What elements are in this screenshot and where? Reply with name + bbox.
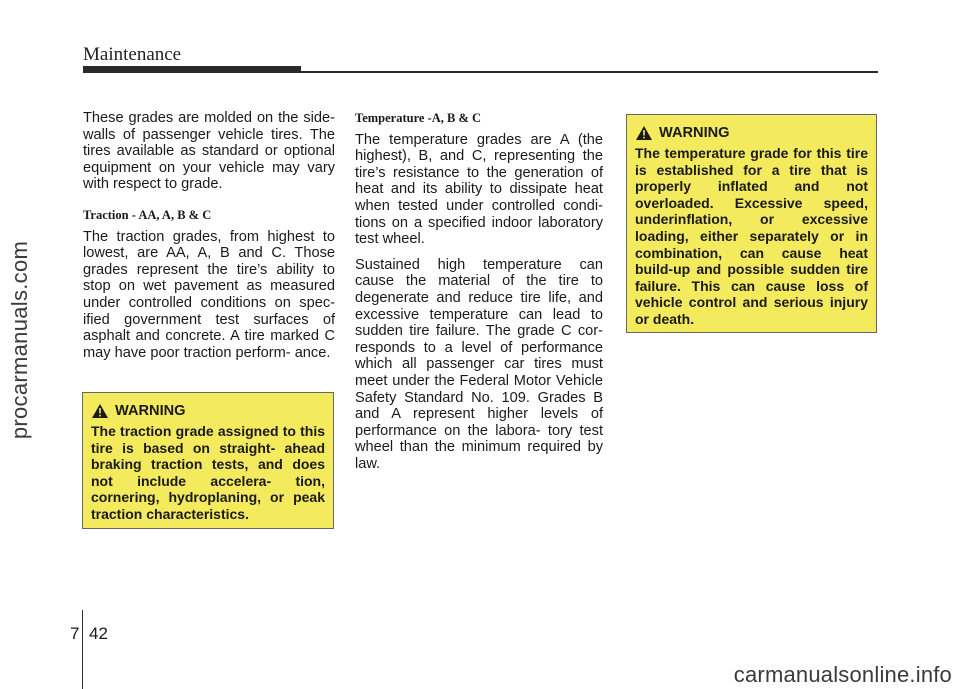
- warning-body: The traction grade assigned to this tire is based on straight- ahead braking traction tests, and does not include accelera- tion, cornering, hydroplaning, or peak traction characteristics.: [91, 423, 325, 522]
- watermark-bottom: carmanualsonline.info: [733, 662, 952, 687]
- traction-paragraph: The traction grades, from highest to lowest, are AA, A, B and C. Those grades represent the tire’s ability to stop on wet pavement as measured under controlled conditions on spec- ified government test surfaces of asphalt and concrete. A tire marked C may have poor traction perform- ance.: [83, 228, 335, 361]
- temperature-subhead: Temperature -A, B & C: [355, 111, 482, 125]
- header-rule-thick: [83, 66, 301, 73]
- warning-body: The temperature grade for this tire is established for a tire that is properly inflated and not overloaded. Excessive speed, underinflation, or excessive loading, either separately or in combination, can cause heat build-up and possible sudden tire failure. This can cause loss of vehicle control and serious injury or death.: [635, 145, 868, 327]
- warning-triangle-icon: [635, 125, 653, 141]
- intro-paragraph: These grades are molded on the side-walls of passenger vehicle tires. The tires available as standard or optional equipment on your vehicle may vary with respect to grade.: [83, 110, 335, 193]
- temperature-paragraph: The temperature grades are A (the highest), B, and C, representing the tire’s resistance to the generation of heat and its ability to dissipate heat when tested under controlled condi- tions on a specified indoor laboratory test wheel.: [355, 131, 603, 248]
- middle-column: [355, 110, 603, 481]
- header-rule-thin: [301, 71, 878, 73]
- chapter-number: 7: [70, 624, 80, 643]
- warning-title: WARNING: [115, 403, 186, 419]
- page-number: 42: [89, 624, 108, 643]
- warning-header: [91, 403, 325, 419]
- page-header-title: Maintenance: [83, 44, 182, 65]
- sustained-temperature-paragraph: Sustained high temperature can cause the material of the tire to degenerate and reduce tire life, and excessive temperature can lead to sudden tire failure. The grade C cor- responds to a level of performance which all passenger car tires must meet under the Federal Motor Vehicle Safety Standard No. 109. Grades B and A represent higher levels of performance on the labora- tory test wheel than the minimum required by law.: [355, 256, 603, 472]
- watermark-left-text: procarmanuals.com: [7, 240, 33, 440]
- traction-warning-box: [82, 392, 334, 529]
- warning-title: WARNING: [659, 125, 730, 141]
- footer-divider: [82, 610, 83, 689]
- warning-header: [635, 125, 868, 141]
- warning-triangle-icon: [91, 403, 109, 419]
- traction-subhead: Traction - AA, A, B & C: [83, 207, 212, 222]
- temperature-warning-box: [626, 114, 877, 333]
- left-column: [83, 110, 335, 370]
- watermark-left: [0, 160, 40, 520]
